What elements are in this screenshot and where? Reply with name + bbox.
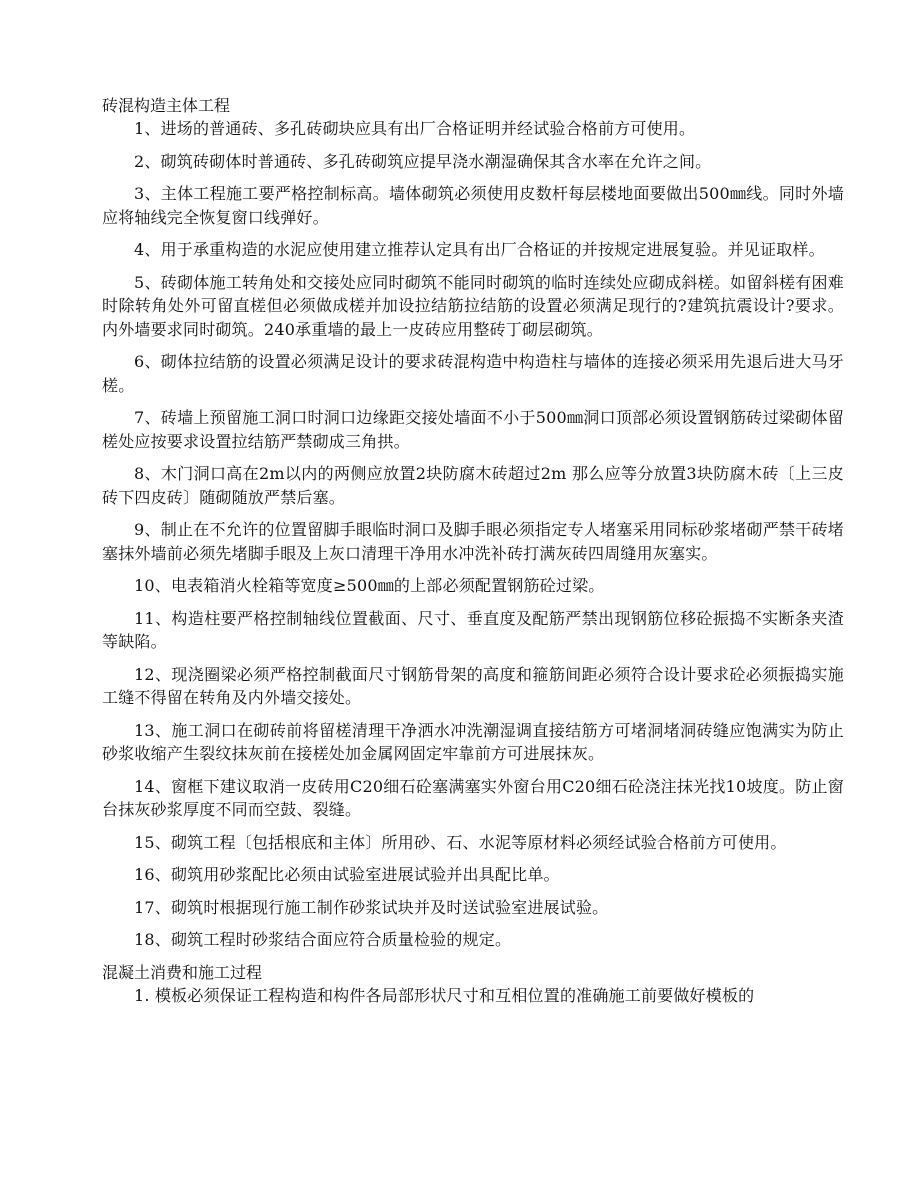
paragraph-item-5: 5、砖砌体施工转角处和交接处应同时砌筑不能同时砌筑的临时连续处应砌成斜槎。如留斜槎有困难时除转角处外可留直槎但必须做成槎并加设拉结筋拉结筋的设置必须满足现行的?建筑抗震设计?要求。内外墙要求同时砌筑。240承重墙的最上一皮砖应用整砖丁砌层砌筑。 [102,272,844,339]
section-title-masonry: 砖混构造主体工程 [102,96,231,115]
paragraph-item-12: 12、现浇圈梁必须严格控制截面尺寸钢筋骨架的高度和箍筋间距必须符合设计要求砼必须振捣实施工缝不得留在转角及内外墙交接处。 [102,664,844,707]
paragraph-item-13: 13、施工洞口在砌砖前将留槎清理干净洒水冲洗潮湿调直接结筋方可堵洞堵洞砖缝应饱满实为防止砂浆收缩产生裂纹抹灰前在接槎处加金属网固定牢靠前方可进展抹灰。 [102,720,844,763]
paragraph-item-2: 2、砌筑砖砌体时普通砖、多孔砖砌筑应提早浇水潮湿确保其含水率在允许之间。 [134,151,712,171]
paragraph-item-3: 3、主体工程施工要严格控制标高。墙体砌筑必须使用皮数杆每层楼地面要做出500㎜线。同时外墙应将轴线完全恢复窗口线弹好。 [102,184,844,227]
paragraph-item-15: 15、砌筑工程〔包括根底和主体〕所用砂、石、水泥等原材料必须经试验合格前方可使用。 [134,832,787,852]
paragraph-item-11: 11、构造柱要严格控制轴线位置截面、尺寸、垂直度及配筋严禁出现钢筋位移砼振捣不实断条夹渣等缺陷。 [102,608,844,651]
paragraph-item-16: 16、砌筑用砂浆配比必须由试验室进展试验并出具配比单。 [134,865,560,884]
paragraph-item-17: 17、砌筑时根据现行施工制作砂浆试块并及时送试验室进展试验。 [134,897,609,917]
paragraph-concrete-item-1: 1. 模板必须保证工程构造和构件各局部形状尺寸和互相位置的准确施工前要做好模板的 [134,985,755,1005]
paragraph-item-18: 18、砌筑工程时砂浆结合面应符合质量检验的规定。 [134,930,512,949]
paragraph-item-9: 9、制止在不允许的位置留脚手眼临时洞口及脚手眼必须指定专人堵塞采用同标砂浆堵砌严禁干砖堵塞抹外墙前必须先堵脚手眼及上灰口清理干净用水冲洗补砖打满灰砖四周缝用灰塞实。 [102,520,844,563]
paragraph-item-7: 7、砖墙上预留施工洞口时洞口边缘距交接处墙面不小于500㎜洞口顶部必须设置钢筋砖过梁砌体留槎处应按要求设置拉结筋严禁砌成三角拱。 [102,408,844,451]
paragraph-item-10: 10、电表箱消火栓箱等宽度≥500㎜的上部必须配置钢筋砼过梁。 [134,576,605,595]
paragraph-item-8: 8、木门洞口高在2m以内的两侧应放置2块防腐木砖超过2m 那么应等分放置3块防腐木砖〔上三皮砖下四皮砖〕随砌随放严禁后塞。 [102,464,844,507]
document-page [102,94,844,1016]
paragraph-item-4: 4、用于承重构造的水泥应使用建立推荐认定具有出厂合格证的并按规定进展复验。并见证取样。 [134,240,825,259]
paragraph-item-14: 14、窗框下建议取消一皮砖用C20细石砼塞满塞实外窗台用C20细石砼浇注抹光找10坡度。防止窗台抹灰砂浆厚度不同而空鼓、裂缝。 [102,776,844,819]
paragraph-item-6: 6、砌体拉结筋的设置必须满足设计的要求砖混构造中构造柱与墙体的连接必须采用先退后进大马牙槎。 [102,352,844,395]
paragraph-item-1: 1、进场的普通砖、多孔砖砌块应具有出厂合格证明并经试验合格前方可使用。 [134,119,696,138]
section-title-concrete: 混凝土消费和施工过程 [102,962,263,982]
